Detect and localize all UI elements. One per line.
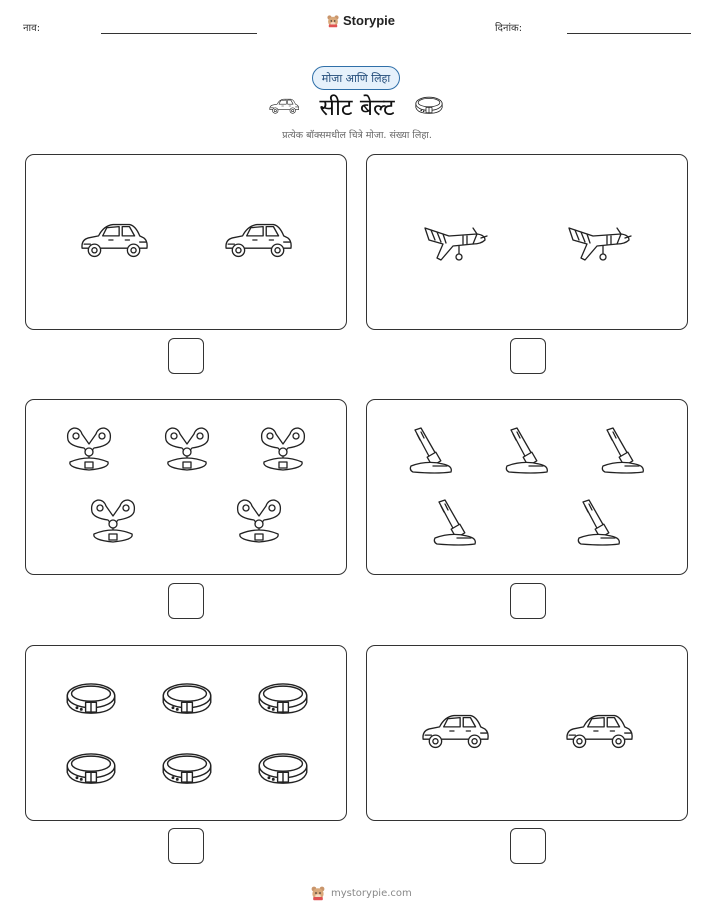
- count-panel-1: [25, 154, 347, 330]
- date-line[interactable]: [567, 33, 691, 34]
- car-icon: [419, 710, 491, 752]
- car-icon: [563, 710, 635, 752]
- answer-box-3[interactable]: [168, 583, 204, 619]
- count-panel-6: [366, 645, 688, 821]
- answer-box-1[interactable]: [168, 338, 204, 374]
- answer-box-6[interactable]: [510, 828, 546, 864]
- footer: [310, 885, 412, 901]
- harness-icon: [88, 496, 138, 546]
- airplane-icon: [419, 215, 489, 267]
- seat-belt-icon: [599, 426, 649, 476]
- harness-icon: [162, 424, 212, 474]
- car-icon: [222, 219, 294, 261]
- count-panel-2: [366, 154, 688, 330]
- brand-logo: [326, 13, 395, 28]
- count-panel-4: [366, 399, 688, 575]
- name-line[interactable]: [101, 33, 257, 34]
- belt-icon: [414, 93, 444, 117]
- harness-icon: [64, 424, 114, 474]
- bear-icon: [326, 14, 340, 28]
- car-icon: [268, 96, 300, 116]
- car-icon: [78, 219, 150, 261]
- airplane-icon: [563, 215, 633, 267]
- harness-icon: [258, 424, 308, 474]
- harness-icon: [234, 496, 284, 546]
- belt-icon: [256, 746, 310, 790]
- belt-icon: [160, 676, 214, 720]
- bear-icon: [310, 885, 326, 901]
- instruction-text: प्रत्येक बॉक्समधील चित्रे मोजा. संख्या लिहा.: [282, 130, 432, 141]
- date-label: दिनांक:: [495, 23, 523, 34]
- name-label: नाव:: [23, 23, 41, 34]
- belt-icon: [64, 746, 118, 790]
- answer-box-5[interactable]: [168, 828, 204, 864]
- belt-icon: [64, 676, 118, 720]
- footer-site: mystorypie.com: [331, 887, 412, 899]
- count-panel-3: [25, 399, 347, 575]
- count-panel-5: [25, 645, 347, 821]
- answer-box-4[interactable]: [510, 583, 546, 619]
- worksheet-badge: मोजा आणि लिहा: [312, 66, 400, 90]
- seat-belt-icon: [575, 498, 625, 548]
- seat-belt-icon: [407, 426, 457, 476]
- seat-belt-icon: [503, 426, 553, 476]
- brand-name: Storypie: [343, 13, 396, 28]
- seat-belt-icon: [431, 498, 481, 548]
- belt-icon: [256, 676, 310, 720]
- belt-icon: [160, 746, 214, 790]
- answer-box-2[interactable]: [510, 338, 546, 374]
- page-title: सीट बेल्ट: [319, 95, 395, 121]
